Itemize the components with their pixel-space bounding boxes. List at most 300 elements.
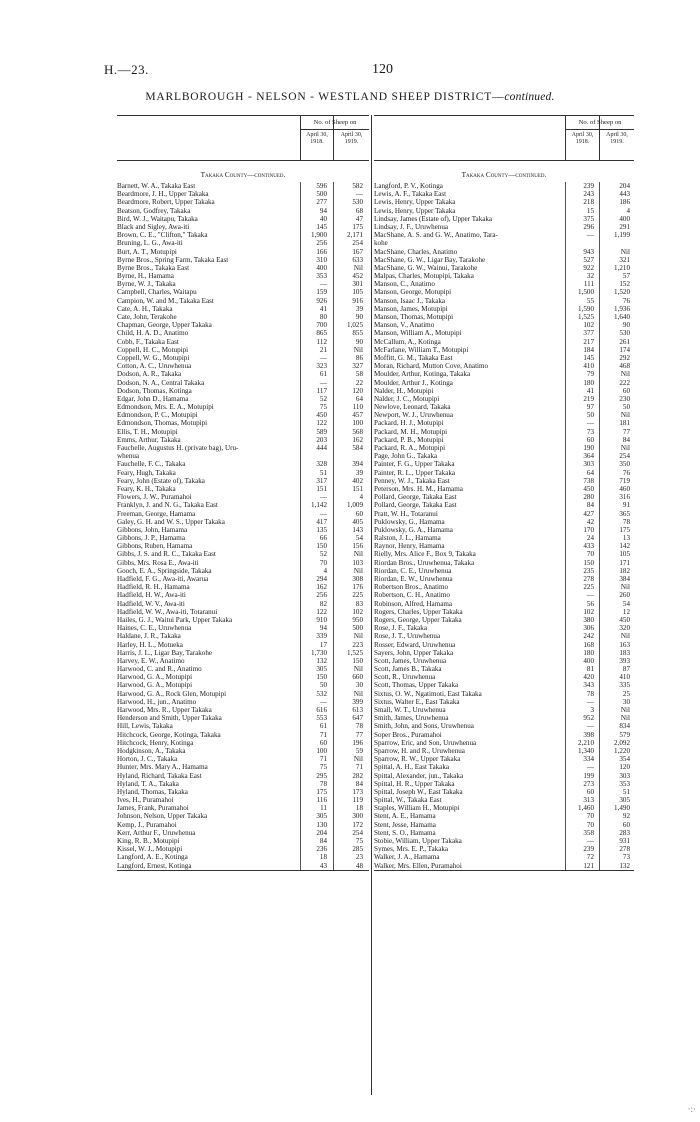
column-rule (599, 362, 600, 370)
column-rule (333, 755, 334, 763)
column-rule (599, 575, 600, 583)
table-row (374, 616, 634, 624)
sheep-1918: 353 (316, 272, 327, 281)
sheep-1918: 952 (583, 714, 594, 723)
column-rule (565, 550, 566, 558)
title-suffix: continued. (504, 91, 555, 103)
column-rule (333, 215, 334, 223)
owner-name: Lewis, Henry, Upper Takaka (374, 206, 456, 215)
sheep-1918: — (586, 591, 594, 600)
column-rule (565, 354, 566, 362)
table-row (117, 862, 369, 870)
column-rule (565, 239, 566, 247)
owner-name: Manson, Isaac J., Takaka (374, 296, 446, 305)
owner-name: Sparrow, H. and R., Uruwhenua (374, 746, 465, 755)
column-rule (565, 264, 566, 272)
column-rule (300, 207, 301, 215)
sheep-1919: 143 (352, 525, 363, 534)
table-row (374, 821, 634, 829)
column-rule (599, 624, 600, 632)
owner-name: Campbell, Charles, Waitapu (117, 288, 197, 297)
table-row (117, 624, 369, 632)
column-rule (599, 641, 600, 649)
column-rule (333, 419, 334, 427)
owner-name: Hadfield, W. V., Awa-iti (117, 599, 185, 608)
table-row (117, 804, 369, 812)
column-rule (599, 542, 600, 550)
sheep-1918: 3 (590, 706, 594, 714)
sheep-1918: 51 (319, 468, 327, 477)
owner-name: Cotton, A. C., Uruwhenua (117, 362, 192, 371)
sheep-1918: 278 (583, 575, 594, 583)
owner-name: Harwood, C. and R., Anatimo (117, 665, 202, 674)
sheep-1918: 135 (316, 525, 327, 534)
column-rule (333, 469, 334, 477)
sheep-1918: 75 (319, 763, 327, 772)
column-rule (333, 346, 334, 354)
sheep-1918: 190 (583, 444, 594, 452)
sheep-1919: 182 (619, 566, 630, 575)
column-rule (599, 428, 600, 436)
sheep-1919: 633 (352, 255, 363, 264)
owner-name: Hill, Lewis, Takaka (117, 722, 173, 731)
table-row (374, 837, 634, 845)
column-rule (565, 829, 566, 837)
sheep-1918: 94 (319, 624, 327, 633)
table-row (374, 338, 634, 346)
owner-name: Hadfield, H. W., Awa-iti (117, 591, 186, 600)
owner-name: Pollard, George, Takaka East (374, 501, 457, 510)
sheep-1919: 151 (352, 484, 363, 493)
sheep-1918: 78 (319, 779, 327, 788)
column-rule (300, 780, 301, 788)
sheep-1918: 219 (583, 394, 594, 403)
column-rule (300, 305, 301, 313)
column-rule (300, 477, 301, 485)
left-rows (117, 182, 369, 870)
sheep-count-heading: No. of Sheep on (578, 119, 622, 126)
column-rule (300, 493, 301, 501)
sheep-1919: 305 (619, 796, 630, 805)
sheep-1919: 283 (619, 828, 630, 837)
owner-name: Sparrow, R. W., Upper Takaka (374, 755, 461, 764)
sheep-1918: 243 (583, 190, 594, 199)
sheep-1919: Nil (353, 755, 363, 764)
owner-name: Lewis, A. F., Takaka East (374, 190, 447, 199)
sheep-1919: 100 (352, 419, 363, 428)
sheep-1919: 76 (622, 468, 630, 477)
sheep-1919: 77 (622, 427, 630, 436)
owner-name: Dodson, Thomas, Kotinga (117, 386, 192, 395)
table-row (374, 346, 634, 354)
owner-name: Packard, M. H., Motupipi (374, 427, 448, 436)
sheep-1919: 30 (355, 681, 363, 690)
sheep-1918: 61 (319, 722, 327, 731)
column-rule (300, 681, 301, 689)
column-rule (565, 763, 566, 771)
sheep-1919: 1,220 (614, 746, 630, 755)
column-rule (565, 256, 566, 264)
sheep-1918: 150 (316, 542, 327, 551)
table-row (117, 379, 369, 387)
column-rule (599, 485, 600, 493)
column-rule (565, 747, 566, 755)
table-row (117, 239, 369, 247)
sheep-1918: 239 (583, 845, 594, 854)
owner-name: Coppell, W. G., Motupipi (117, 353, 190, 362)
sheep-1919: Nil (353, 263, 363, 272)
column-rule (300, 542, 301, 550)
sheep-1918: 217 (583, 337, 594, 346)
table-row (374, 354, 634, 362)
sheep-1918: 203 (316, 435, 327, 444)
sheep-1918: — (319, 493, 327, 502)
sheep-1918: 616 (316, 706, 327, 714)
owner-name: Franklyn, J. and N. G., Takaka East (117, 501, 218, 510)
column-rule (599, 379, 600, 387)
sheep-1919: 222 (619, 378, 630, 387)
table-row (374, 583, 634, 591)
table-row (117, 444, 369, 452)
table-row (117, 591, 369, 599)
sheep-1918: 400 (316, 263, 327, 272)
table-row (117, 681, 369, 689)
sheep-1918: 500 (316, 190, 327, 199)
owner-name: Raynor, Henry, Hamama (374, 542, 445, 551)
owner-name: Galey, G. H. and W. S., Upper Takaka (117, 517, 225, 526)
sheep-1918: — (319, 509, 327, 518)
column-rule (300, 190, 301, 198)
column-rule (333, 624, 334, 632)
sheep-1918: 60 (319, 738, 327, 747)
sheep-1919: 916 (352, 296, 363, 305)
table-row (117, 608, 369, 616)
owner-name: Lindsay, J. F., Uruwhenua (374, 222, 449, 231)
column-rule (565, 419, 566, 427)
column-rule (333, 632, 334, 640)
sheep-1918: 121 (583, 861, 594, 870)
column-rule (599, 698, 600, 706)
column-rule (300, 796, 301, 804)
sheep-1918: — (319, 378, 327, 387)
sheep-1919: 285 (352, 845, 363, 854)
table-row (117, 493, 369, 501)
owner-name: Pollard, George, Takaka East (374, 493, 457, 502)
owner-name: Black and Sigley, Awa-iti (117, 222, 190, 231)
table-row (117, 215, 369, 223)
column-rule (333, 550, 334, 558)
table-row (374, 706, 634, 714)
page-number: 120 (372, 62, 393, 77)
column-rule (565, 862, 566, 870)
column-rule (300, 559, 301, 567)
sheep-1918: 398 (583, 730, 594, 739)
table-row (374, 812, 634, 820)
sheep-1918: 150 (316, 673, 327, 682)
column-rule (565, 493, 566, 501)
sheep-1918: 32 (586, 272, 594, 281)
table-row (117, 780, 369, 788)
sheep-1918: 180 (583, 378, 594, 387)
sheep-1919: 1,009 (347, 501, 363, 510)
column-rule (300, 804, 301, 812)
sheep-1919: 582 (352, 182, 363, 190)
column-rule (599, 608, 600, 616)
sheep-1918: 102 (583, 321, 594, 330)
column-rule (599, 297, 600, 305)
column-rule (333, 772, 334, 780)
sheep-1918: 532 (316, 689, 327, 698)
sheep-1918: 168 (583, 640, 594, 649)
column-rule (565, 821, 566, 829)
owner-name: Gibbons, Ruben, Hamama (117, 542, 193, 551)
column-rule (300, 182, 301, 190)
column-rule (599, 510, 600, 518)
table-row (117, 346, 369, 354)
column-rule (333, 313, 334, 321)
sheep-1918: 55 (586, 296, 594, 305)
sheep-1919: 103 (352, 558, 363, 567)
sheep-1918: 303 (583, 460, 594, 469)
column-rule (333, 354, 334, 362)
owner-name: Sixtus, Walter E., East Takaka (374, 697, 460, 706)
sheep-1918: 256 (316, 591, 327, 600)
column-rule (599, 231, 600, 239)
column-rule (565, 297, 566, 305)
owner-name: Stent, A. E., Hamama (374, 812, 436, 821)
sheep-1919: 719 (619, 476, 630, 485)
column-rule (300, 567, 301, 575)
sheep-1919: 105 (352, 288, 363, 297)
column-rule (333, 272, 334, 280)
sheep-1919: 204 (619, 182, 630, 190)
column-rule (565, 395, 566, 403)
column-rule (565, 469, 566, 477)
sheep-1919: 1,640 (614, 313, 630, 321)
sheep-1919: 855 (352, 329, 363, 338)
sheep-1918: 82 (319, 599, 327, 608)
column-rule (333, 829, 334, 837)
owner-name: Soper Bros., Puramahoi (374, 730, 442, 739)
owner-name: Nalder, H., Motupipi (374, 386, 434, 395)
column-rule (565, 346, 566, 354)
column-rule (300, 387, 301, 395)
table-row (374, 600, 634, 608)
owner-name: Ives, H., Puramahoi (117, 796, 174, 805)
owner-name: Stent, S. O., Hamama (374, 828, 436, 837)
column-rule (333, 485, 334, 493)
column-rule (333, 845, 334, 853)
owner-name: Kemp, J., Puramahoi (117, 820, 177, 829)
table-row (117, 821, 369, 829)
sheep-1918: 242 (583, 632, 594, 641)
owner-name: Spittal, A. H., East Takaka (374, 763, 450, 772)
column-rule (333, 329, 334, 337)
sheep-1918: 427 (583, 509, 594, 518)
table-row (117, 763, 369, 771)
table-row (374, 780, 634, 788)
column-rule (300, 510, 301, 518)
sheep-1919: 282 (352, 771, 363, 780)
owner-name: Fauchelle, Augustus H. (private bag), Uru- (117, 444, 239, 452)
column-rule (300, 329, 301, 337)
column-rule (599, 714, 600, 722)
owner-name: Fauchelle, F. C., Takaka (117, 460, 186, 469)
sheep-1919: Nil (620, 444, 630, 452)
column-rule (565, 485, 566, 493)
owner-name: Harwood, G. A., Motupipi (117, 681, 193, 690)
sheep-1919: 78 (622, 517, 630, 526)
column-rule (300, 534, 301, 542)
sheep-1918: — (586, 722, 594, 731)
column-rule (333, 862, 334, 870)
table-row (374, 518, 634, 526)
column-rule (300, 526, 301, 534)
column-rule (599, 649, 600, 657)
column-rule (333, 288, 334, 296)
sheep-1919: 25 (622, 689, 630, 698)
table-row (117, 370, 369, 378)
table-row (117, 559, 369, 567)
column-rule (565, 681, 566, 689)
owner-name: Riordan, C. E., Uruwhenua (374, 566, 452, 575)
sheep-1918: 1,730 (311, 648, 327, 657)
column-rule (599, 444, 600, 452)
owner-name: Hodgkinson, A., Takaka (117, 746, 186, 755)
table-row (117, 747, 369, 755)
sheep-1918: 296 (583, 222, 594, 231)
table-row (374, 297, 634, 305)
column-rule (300, 550, 301, 558)
column-rule (333, 256, 334, 264)
owner-name: Packard, H. J., Motupipi (374, 419, 444, 428)
sheep-1919: 54 (622, 599, 630, 608)
owner-name: Harwood, Mrs. R., Upper Takaka (117, 706, 212, 714)
column-rule (333, 395, 334, 403)
column-rule (300, 370, 301, 378)
sheep-1918: 100 (316, 746, 327, 755)
sheep-1919: 68 (355, 206, 363, 215)
owner-name: McFarlane, William T., Motupipi (374, 345, 469, 354)
column-rule (599, 526, 600, 534)
sheep-1919: 181 (619, 419, 630, 428)
sheep-1918: 1,590 (578, 304, 594, 313)
column-rule (300, 649, 301, 657)
sheep-1919: Nil (620, 632, 630, 641)
sheep-1919: 84 (622, 435, 630, 444)
sheep-1918: 11 (320, 804, 327, 813)
sheep-1918: 80 (319, 313, 327, 321)
sheep-1918: 323 (316, 362, 327, 371)
left-column-header (117, 116, 369, 161)
sheep-1919: 90 (355, 337, 363, 346)
column-rule (333, 370, 334, 378)
owner-name: Hyland, Thomas, Takaka (117, 787, 188, 796)
sheep-1919: Nil (620, 411, 630, 420)
table-row (374, 845, 634, 853)
table-row (117, 583, 369, 591)
column-rule (300, 272, 301, 280)
owner-name: Byrne, H., Hamama (117, 272, 174, 281)
column-rule (333, 837, 334, 845)
column-rule (333, 714, 334, 722)
sheep-1919: 18 (355, 804, 363, 813)
table-row (117, 706, 369, 714)
column-rule (565, 665, 566, 673)
owner-name: Coppell, H. C., Motupipi (117, 345, 189, 354)
table-row (117, 477, 369, 485)
table-row (117, 567, 369, 575)
sheep-1918: 310 (316, 255, 327, 264)
sheep-1918: 75 (319, 403, 327, 412)
owner-name: Stobie, William, Upper Takaka (374, 837, 462, 845)
sheep-1918: 94 (319, 206, 327, 215)
sheep-1918: 450 (583, 484, 594, 493)
table-row (374, 411, 634, 419)
column-rule (599, 706, 600, 714)
sheep-1918: 78 (586, 689, 594, 698)
sheep-1918: 277 (316, 198, 327, 207)
owner-name: Rosser, Edward, Uruwhenua (374, 640, 456, 649)
left-column-table (117, 115, 369, 871)
column-rule (300, 297, 301, 305)
sheep-1918: 553 (316, 714, 327, 723)
column-rule (599, 338, 600, 346)
sheep-1919: 301 (352, 280, 363, 289)
owner-name: Kerr, Arthur F., Uruwhenua (117, 828, 196, 837)
sheep-1919: 450 (619, 615, 630, 624)
column-rule (565, 411, 566, 419)
owner-name: Peterson, Mrs. H. M., Hamama (374, 484, 463, 493)
column-rule (300, 518, 301, 526)
column-rule (599, 780, 600, 788)
owner-name: Harwood, G. A., Rock Glen, Motupipi (117, 689, 227, 698)
owner-name: Newlove, Leonard, Takaka (374, 403, 451, 412)
owner-name: Gibbs, Mrs. Rosa E., Awa-iti (117, 558, 199, 567)
sheep-1919: 173 (352, 787, 363, 796)
sheep-1919: 457 (352, 411, 363, 420)
table-row (374, 477, 634, 485)
table-row (117, 395, 369, 403)
owner-name: Harris, J. L., Ligar Bay, Tarakohe (117, 648, 213, 657)
owner-name: Small, W. T., Uruwhenua (374, 706, 446, 714)
column-rule (599, 559, 600, 567)
column-rule (333, 673, 334, 681)
table-row (117, 288, 369, 296)
sheep-1918: 364 (583, 452, 594, 461)
owner-name: Scott, Thomas, Upper Takaka (374, 681, 459, 690)
sheep-1918: 84 (586, 501, 594, 510)
column-rule (300, 411, 301, 419)
sheep-1919: 71 (355, 763, 363, 772)
column-rule (565, 649, 566, 657)
owner-name: Ellis, T. H., Motupipi (117, 427, 178, 436)
sheep-1918: 70 (586, 550, 594, 559)
owner-name: Packard, P. B., Motupipi (374, 435, 444, 444)
sheep-1918: 589 (316, 427, 327, 436)
owner-name: Cate, John, Terakohe (117, 313, 177, 321)
owner-name: Edgar, John D., Hamama (117, 394, 189, 403)
sheep-1918: 42 (586, 517, 594, 526)
column-rule (300, 362, 301, 370)
table-row (117, 714, 369, 722)
column-rule (333, 362, 334, 370)
column-rule (300, 485, 301, 493)
column-rule (333, 338, 334, 346)
sheep-1918: 170 (583, 525, 594, 534)
owner-name: Hadfield, R. H., Hamama (117, 583, 190, 592)
table-row (117, 485, 369, 493)
